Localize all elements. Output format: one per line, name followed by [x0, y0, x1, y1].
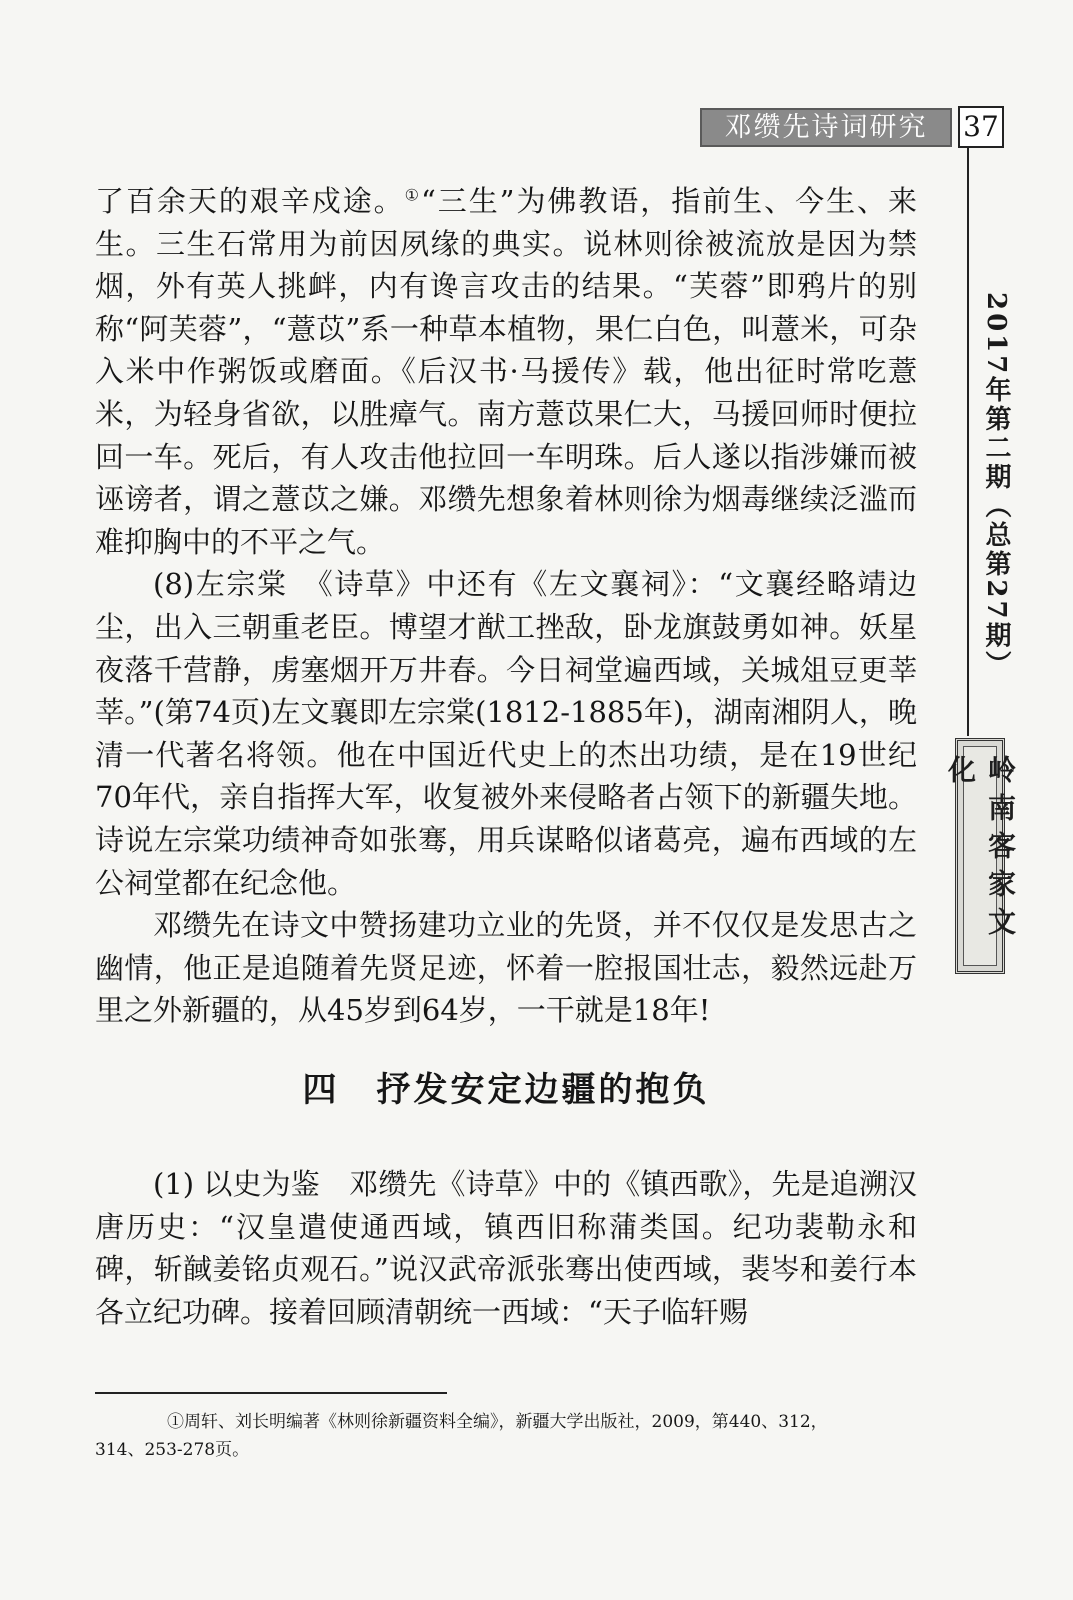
- footnote-rule: [95, 1392, 447, 1394]
- page-number: 37: [958, 106, 1004, 148]
- seal-calligraphy: 岭南客家文化: [944, 755, 1017, 945]
- paragraph: [95, 180, 917, 563]
- paragraph: (8)左宗棠 《诗草》中还有《左文襄祠》：“文襄经略靖边尘，出入三朝重老臣。博望才猷工挫敌，卧龙旗鼓勇如神。妖星夜落千营静，虏塞烟开万井春。今日祠堂遍西域，关城俎豆更莘莘。”(第74页)左文襄即左宗棠(1812-1885年)，湖南湘阴人，晚清一代著名将领。他在中国近代史上的杰出功绩，是在19世纪70年代，亲自指挥大军，收复被外来侵略者占领下的新疆失地。诗说左宗棠功绩神奇如张骞，用兵谋略似诸葛亮，遍布西域的左公祠堂都在纪念他。: [95, 567, 917, 900]
- footnote-line: ①周轩、刘长明编著《林则徐新疆资料全编》，新疆大学出版社，2009，第440、312，: [167, 1412, 828, 1432]
- issue-label: 2017年第二期（总第27期）: [981, 292, 1011, 680]
- article-body: [95, 180, 917, 1032]
- margin-rule: [967, 146, 969, 736]
- paragraph: (1) 以史为鉴 邓缵先《诗草》中的《镇西歌》，先是追溯汉唐历史：“汉皇遣使通西域，镇西旧称蒲类国。纪功裴勒永和碑，斩馘姜铭贞观石。”说汉武帝派张骞出使西域，裴岑和姜行本各立纪功碑。接着回顾清朝统一西域：“天子临轩赐: [95, 1167, 917, 1329]
- section-body: [95, 1163, 917, 1333]
- paragraph-text: 了百余天的艰辛戍途。: [95, 184, 405, 218]
- footnote-line: 314、253-278页。: [95, 1440, 250, 1460]
- footnote: [95, 1408, 917, 1464]
- paragraph: 邓缵先在诗文中赞扬建功立业的先贤，并不仅仅是发思古之幽情，他正是追随着先贤足迹，怀着一腔报国壮志，毅然远赴万里之外新疆的，从45岁到64岁，一干就是18年!: [95, 908, 917, 1028]
- paragraph-text: “三生”为佛教语，指前生、今生、来生。三生石常用为前因夙缘的典实。说林则徐被流放是因为禁烟，外有英人挑衅，内有谗言攻击的结果。“芙蓉”即鸦片的别称“阿芙蓉”，“薏苡”系一种草本植物，果仁白色，叫薏米，可杂入米中作粥饭或磨面。《后汉书·马援传》载，他出征时常吃薏米，为轻身省欲，以胜瘴气。南方薏苡果仁大，马援回师时便拉回一车。死后，有人攻击他拉回一车明珠。后人遂以指涉嫌而被诬谤者，谓之薏苡之嫌。邓缵先想象着林则徐为烟毒继续泛滥而难抑胸中的不平之气。: [95, 184, 917, 559]
- journal-seal: [944, 738, 1017, 974]
- section-heading: 四 抒发安定边疆的抱负: [302, 1070, 710, 1110]
- footnote-marker: ①: [404, 185, 421, 205]
- running-header-title: 邓缵先诗词研究: [700, 108, 952, 147]
